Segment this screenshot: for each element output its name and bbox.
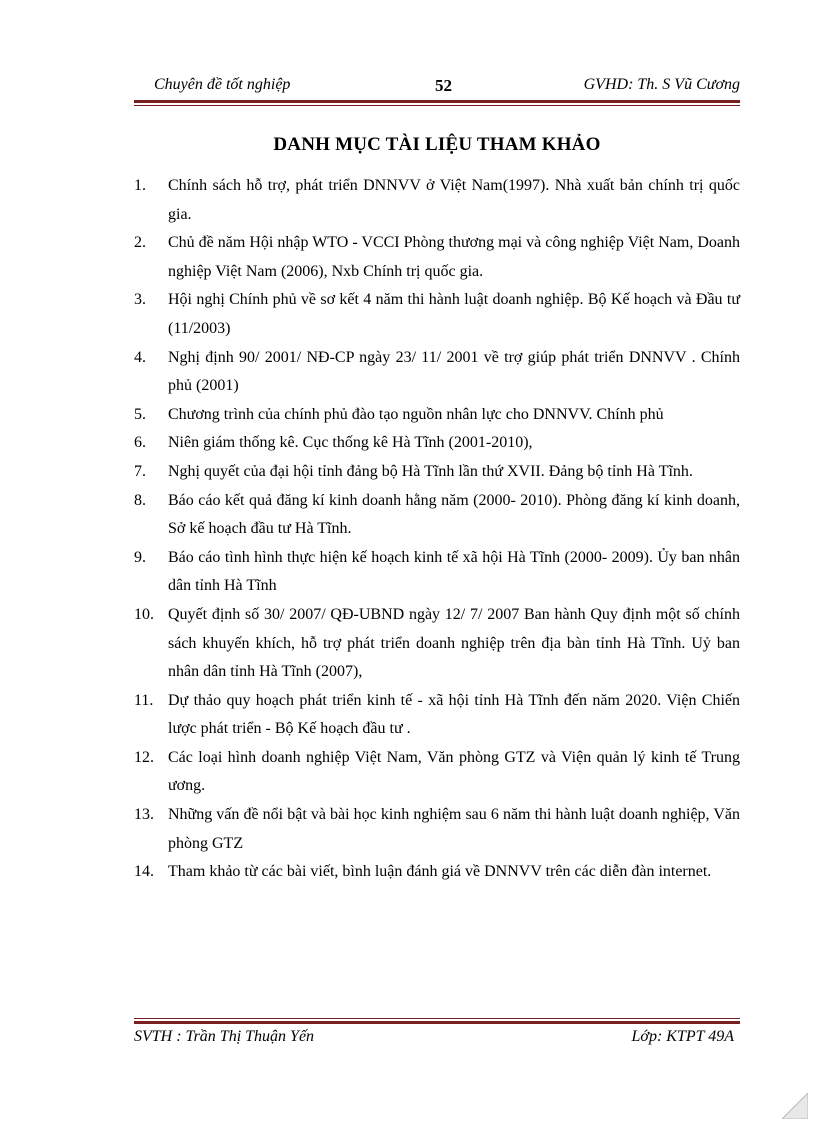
- footer-class: Lớp: KTPT 49A: [631, 1028, 734, 1045]
- reference-text: Báo cáo kết quả đăng kí kinh doanh hằng năm (2000- 2010). Phòng đăng kí kinh doanh, Sở kế hoạch đầu tư Hà Tĩnh.: [168, 491, 740, 538]
- reference-number: 10.: [134, 605, 154, 623]
- reference-text: Quyết định số 30/ 2007/ QĐ-UBND ngày 12/ 7/ 2007 Ban hành Quy định một số chính sách khuyến khích, hỗ trợ phát triển doanh nghiệp trên địa bàn tỉnh Hà Tĩnh. Uỷ ban nhân dân tỉnh Hà Tĩnh (2007),: [168, 605, 740, 681]
- reference-text: Nghị định 90/ 2001/ NĐ-CP ngày 23/ 11/ 2001 về trợ giúp phát triển DNNVV . Chính phủ (2001): [168, 348, 740, 395]
- reference-item: [134, 458, 740, 487]
- reference-item: [134, 858, 740, 887]
- reference-item: [134, 601, 740, 687]
- reference-item: [134, 801, 740, 858]
- reference-number: 2.: [134, 234, 146, 252]
- reference-number: 3.: [134, 291, 146, 309]
- reference-item: [134, 286, 740, 343]
- reference-item: [134, 172, 740, 229]
- page-header: [150, 76, 740, 98]
- reference-item: [134, 544, 740, 601]
- page-footer: [134, 1028, 740, 1050]
- reference-number: 1.: [134, 177, 146, 194]
- reference-number: 13.: [134, 806, 154, 824]
- page-number: 52: [435, 76, 452, 95]
- reference-item: [134, 429, 740, 458]
- reference-item: [134, 487, 740, 544]
- reference-text: Chính sách hỗ trợ, phát triển DNNVV ở Việt Nam(1997). Nhà xuất bản chính trị quốc gia.: [168, 177, 740, 223]
- page-corner-icon: [782, 1093, 808, 1119]
- header-course-title: Chuyên đề tốt nghiệp: [154, 76, 291, 93]
- header-advisor: GVHD: Th. S Vũ Cương: [583, 76, 740, 93]
- reference-list: [134, 172, 740, 887]
- footer-rule-thick: [134, 1021, 740, 1024]
- reference-text: Báo cáo tình hình thực hiện kế hoạch kinh tế xã hội Hà Tĩnh (2000- 2009). Ủy ban nhân dân tỉnh Hà Tĩnh: [168, 548, 740, 595]
- reference-item: [134, 401, 740, 430]
- header-rule-thick: [134, 100, 740, 103]
- reference-item: [134, 687, 740, 744]
- reference-text: Niên giám thống kê. Cục thống kê Hà Tĩnh (2001-2010),: [168, 434, 533, 452]
- reference-number: 4.: [134, 348, 146, 366]
- reference-number: 5.: [134, 405, 146, 423]
- header-rule-thin: [134, 105, 740, 106]
- reference-text: Dự thảo quy hoạch phát triển kinh tế - xã hội tỉnh Hà Tĩnh đến năm 2020. Viện Chiến lược phát triển - Bộ Kế hoạch đầu tư .: [168, 691, 740, 738]
- reference-number: 14.: [134, 863, 154, 881]
- reference-number: 8.: [134, 491, 146, 509]
- reference-text: Những vấn đề nổi bật và bài học kinh nghiệm sau 6 năm thi hành luật doanh nghiệp, Văn phòng GTZ: [168, 806, 740, 852]
- reference-item: [134, 344, 740, 401]
- reference-number: 12.: [134, 748, 154, 766]
- reference-item: [134, 744, 740, 801]
- reference-text: Hội nghị Chính phủ về sơ kết 4 năm thi hành luật doanh nghiệp. Bộ Kế hoạch và Đầu tư (11/2003): [168, 291, 740, 337]
- reference-item: [134, 229, 740, 286]
- reference-text: Tham khảo từ các bài viết, bình luận đánh giá về DNNVV trên các diễn đàn internet.: [168, 863, 712, 881]
- reference-text: Chương trình của chính phủ đào tạo nguồn nhân lực cho DNNVV. Chính phủ: [168, 405, 664, 423]
- page-title: DANH MỤC TÀI LIỆU THAM KHẢO: [273, 134, 601, 155]
- reference-text: Các loại hình doanh nghiệp Việt Nam, Văn phòng GTZ và Viện quản lý kinh tế Trung ương.: [168, 748, 740, 795]
- reference-number: 6.: [134, 434, 146, 452]
- reference-number: 11.: [134, 691, 154, 709]
- reference-text: Nghị quyết của đại hội tỉnh đảng bộ Hà Tĩnh lần thứ XVII. Đảng bộ tỉnh Hà Tĩnh.: [168, 462, 693, 480]
- reference-number: 7.: [134, 462, 146, 480]
- footer-rule-thin: [134, 1018, 740, 1019]
- footer-student-name: SVTH : Trần Thị Thuận Yến: [134, 1028, 315, 1045]
- reference-number: 9.: [134, 548, 146, 566]
- reference-text: Chủ đề năm Hội nhập WTO - VCCI Phòng thương mại và công nghiệp Việt Nam, Doanh nghiệp Việt Nam (2006), Nxb Chính trị quốc gia.: [168, 234, 740, 280]
